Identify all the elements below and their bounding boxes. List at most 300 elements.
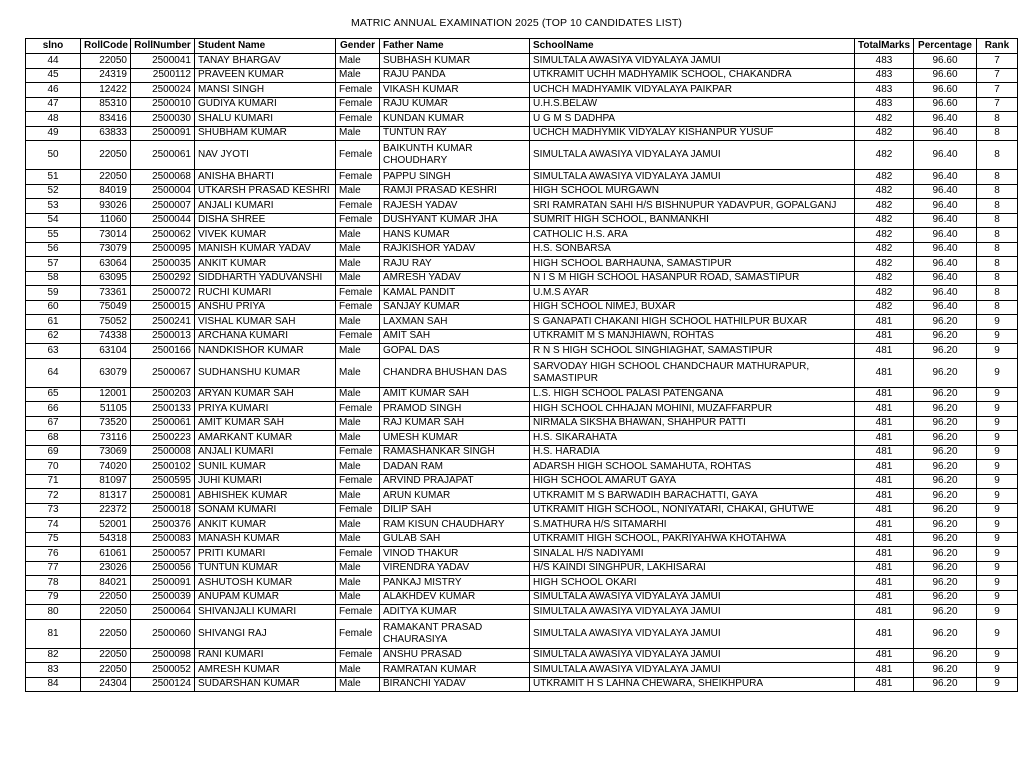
cell-total-marks: 482	[855, 228, 914, 243]
cell-school-name: CATHOLIC H.S. ARA	[530, 228, 855, 243]
cell-student-name: ANSHU PRIYA	[195, 300, 336, 315]
cell-rollcode: 22050	[81, 141, 131, 170]
cell-school-name: U.M.S AYAR	[530, 286, 855, 301]
cell-school-name: SARVODAY HIGH SCHOOL CHANDCHAUR MATHURAPUR, SAMASTIPUR	[530, 358, 855, 387]
table-row	[26, 97, 1018, 112]
cell-rank: 9	[977, 474, 1018, 489]
cell-rank: 9	[977, 329, 1018, 344]
cell-slno: 68	[26, 431, 81, 446]
cell-father-name: LAXMAN SAH	[380, 315, 530, 330]
cell-student-name: SIDDHARTH YADUVANSHI	[195, 271, 336, 286]
cell-student-name: ANJALI KUMARI	[195, 445, 336, 460]
cell-slno: 46	[26, 83, 81, 98]
cell-father-name: VIKASH KUMAR	[380, 83, 530, 98]
cell-slno: 80	[26, 605, 81, 620]
table-row	[26, 112, 1018, 127]
cell-rollnumber: 2500044	[131, 213, 195, 228]
cell-rollnumber: 2500292	[131, 271, 195, 286]
cell-student-name: JUHI KUMARI	[195, 474, 336, 489]
cell-total-marks: 481	[855, 358, 914, 387]
cell-gender: Female	[336, 112, 380, 127]
cell-rollcode: 22050	[81, 590, 131, 605]
cell-slno: 55	[26, 228, 81, 243]
cell-slno: 72	[26, 489, 81, 504]
table-row	[26, 416, 1018, 431]
cell-total-marks: 481	[855, 416, 914, 431]
cell-school-name: R N S HIGH SCHOOL SINGHIAGHAT, SAMASTIPUR	[530, 344, 855, 359]
cell-school-name: UTKRAMIT HIGH SCHOOL, PAKRIYAHWA KHOTAHWA	[530, 532, 855, 547]
cell-father-name: UMESH KUMAR	[380, 431, 530, 446]
cell-father-name: ARVIND PRAJAPAT	[380, 474, 530, 489]
cell-gender: Female	[336, 648, 380, 663]
cell-total-marks: 481	[855, 648, 914, 663]
cell-total-marks: 482	[855, 184, 914, 199]
cell-slno: 62	[26, 329, 81, 344]
cell-student-name: SHALU KUMARI	[195, 112, 336, 127]
cell-rollnumber: 2500057	[131, 547, 195, 562]
cell-gender: Female	[336, 619, 380, 648]
header-slno: slno	[26, 39, 81, 54]
table-row	[26, 445, 1018, 460]
cell-rollcode: 22050	[81, 663, 131, 678]
cell-gender: Male	[336, 532, 380, 547]
cell-rank: 7	[977, 68, 1018, 83]
cell-rollcode: 81317	[81, 489, 131, 504]
cell-school-name: SIMULTALA AWASIYA VIDYALAYA JAMUI	[530, 605, 855, 620]
table-row	[26, 344, 1018, 359]
cell-student-name: RANI KUMARI	[195, 648, 336, 663]
cell-slno: 44	[26, 54, 81, 69]
cell-rank: 8	[977, 141, 1018, 170]
cell-rollnumber: 2500018	[131, 503, 195, 518]
cell-percentage: 96.40	[914, 126, 977, 141]
cell-gender: Male	[336, 126, 380, 141]
cell-gender: Female	[336, 286, 380, 301]
header-gender: Gender	[336, 39, 380, 54]
cell-student-name: UTKARSH PRASAD KESHRI	[195, 184, 336, 199]
cell-slno: 74	[26, 518, 81, 533]
cell-gender: Male	[336, 242, 380, 257]
cell-gender: Female	[336, 503, 380, 518]
cell-father-name: DADAN RAM	[380, 460, 530, 475]
cell-school-name: SINALAL H/S NADIYAMI	[530, 547, 855, 562]
cell-total-marks: 483	[855, 54, 914, 69]
table-row	[26, 271, 1018, 286]
cell-father-name: KAMAL PANDIT	[380, 286, 530, 301]
cell-rank: 8	[977, 199, 1018, 214]
cell-rollcode: 74020	[81, 460, 131, 475]
cell-student-name: SHIVANJALI KUMARI	[195, 605, 336, 620]
cell-gender: Female	[336, 213, 380, 228]
table-row	[26, 141, 1018, 170]
cell-rank: 9	[977, 431, 1018, 446]
cell-student-name: ANKIT KUMAR	[195, 518, 336, 533]
cell-rollcode: 81097	[81, 474, 131, 489]
cell-father-name: RAMAKANT PRASAD CHAURASIYA	[380, 619, 530, 648]
cell-total-marks: 481	[855, 663, 914, 678]
cell-rollcode: 63064	[81, 257, 131, 272]
cell-slno: 51	[26, 170, 81, 185]
cell-rank: 8	[977, 271, 1018, 286]
cell-student-name: AMIT KUMAR SAH	[195, 416, 336, 431]
cell-slno: 60	[26, 300, 81, 315]
cell-student-name: ANJALI KUMARI	[195, 199, 336, 214]
cell-rollcode: 63079	[81, 358, 131, 387]
cell-student-name: SUDHANSHU KUMAR	[195, 358, 336, 387]
cell-rollnumber: 2500091	[131, 576, 195, 591]
cell-rollcode: 63104	[81, 344, 131, 359]
cell-father-name: RAJU PANDA	[380, 68, 530, 83]
cell-student-name: AMARKANT KUMAR	[195, 431, 336, 446]
cell-student-name: VIVEK KUMAR	[195, 228, 336, 243]
cell-father-name: RAM KISUN CHAUDHARY	[380, 518, 530, 533]
cell-total-marks: 482	[855, 257, 914, 272]
cell-father-name: VIRENDRA YADAV	[380, 561, 530, 576]
cell-father-name: KUNDAN KUMAR	[380, 112, 530, 127]
cell-rollnumber: 2500061	[131, 141, 195, 170]
cell-school-name: UCHCH MADHYAMIK VIDYALAYA PAIKPAR	[530, 83, 855, 98]
cell-rollnumber: 2500166	[131, 344, 195, 359]
cell-father-name: PANKAJ MISTRY	[380, 576, 530, 591]
cell-gender: Female	[336, 329, 380, 344]
cell-total-marks: 482	[855, 242, 914, 257]
cell-father-name: RAMRATAN KUMAR	[380, 663, 530, 678]
cell-total-marks: 481	[855, 402, 914, 417]
cell-rank: 8	[977, 257, 1018, 272]
cell-student-name: SUNIL KUMAR	[195, 460, 336, 475]
cell-total-marks: 481	[855, 329, 914, 344]
cell-rollnumber: 2500081	[131, 489, 195, 504]
cell-student-name: ABHISHEK KUMAR	[195, 489, 336, 504]
cell-rollcode: 23026	[81, 561, 131, 576]
cell-school-name: SIMULTALA AWASIYA VIDYALAYA JAMUI	[530, 619, 855, 648]
cell-father-name: RAJESH YADAV	[380, 199, 530, 214]
table-row	[26, 257, 1018, 272]
cell-slno: 81	[26, 619, 81, 648]
cell-total-marks: 481	[855, 445, 914, 460]
cell-rank: 9	[977, 518, 1018, 533]
cell-slno: 48	[26, 112, 81, 127]
cell-student-name: NANDKISHOR KUMAR	[195, 344, 336, 359]
candidates-table	[25, 38, 1018, 692]
cell-total-marks: 482	[855, 126, 914, 141]
cell-gender: Male	[336, 663, 380, 678]
cell-school-name: S GANAPATI CHAKANI HIGH SCHOOL HATHILPUR BUXAR	[530, 315, 855, 330]
cell-school-name: HIGH SCHOOL BARHAUNA, SAMASTIPUR	[530, 257, 855, 272]
cell-school-name: ADARSH HIGH SCHOOL SAMAHUTA, ROHTAS	[530, 460, 855, 475]
cell-rollcode: 11060	[81, 213, 131, 228]
document-title: MATRIC ANNUAL EXAMINATION 2025 (TOP 10 CANDIDATES LIST)	[351, 17, 682, 29]
cell-rank: 8	[977, 126, 1018, 141]
cell-student-name: DISHA SHREE	[195, 213, 336, 228]
header-rank: Rank	[977, 39, 1018, 54]
header-student-name: Student Name	[195, 39, 336, 54]
table-row	[26, 242, 1018, 257]
table-row	[26, 387, 1018, 402]
cell-school-name: H.S. SIKARAHATA	[530, 431, 855, 446]
cell-school-name: UTKRAMIT H S LAHNA CHEWARA, SHEIKHPURA	[530, 677, 855, 692]
cell-rollcode: 93026	[81, 199, 131, 214]
cell-percentage: 96.20	[914, 474, 977, 489]
cell-percentage: 96.40	[914, 112, 977, 127]
cell-slno: 78	[26, 576, 81, 591]
cell-slno: 73	[26, 503, 81, 518]
cell-slno: 52	[26, 184, 81, 199]
cell-rollnumber: 2500203	[131, 387, 195, 402]
table-row	[26, 315, 1018, 330]
cell-student-name: GUDIYA KUMARI	[195, 97, 336, 112]
table-row	[26, 184, 1018, 199]
cell-school-name: SUMRIT HIGH SCHOOL, BANMANKHI	[530, 213, 855, 228]
cell-rank: 9	[977, 590, 1018, 605]
cell-rollnumber: 2500024	[131, 83, 195, 98]
cell-percentage: 96.40	[914, 271, 977, 286]
cell-slno: 63	[26, 344, 81, 359]
cell-rollnumber: 2500064	[131, 605, 195, 620]
cell-rollnumber: 2500039	[131, 590, 195, 605]
cell-student-name: ANISHA BHARTI	[195, 170, 336, 185]
cell-rollcode: 74338	[81, 329, 131, 344]
cell-slno: 45	[26, 68, 81, 83]
cell-student-name: MANISH KUMAR YADAV	[195, 242, 336, 257]
cell-father-name: ADITYA KUMAR	[380, 605, 530, 620]
table-row	[26, 431, 1018, 446]
cell-total-marks: 482	[855, 199, 914, 214]
cell-total-marks: 481	[855, 474, 914, 489]
table-row	[26, 170, 1018, 185]
table-row	[26, 213, 1018, 228]
cell-rollcode: 75049	[81, 300, 131, 315]
cell-percentage: 96.40	[914, 141, 977, 170]
cell-rollcode: 12001	[81, 387, 131, 402]
cell-gender: Male	[336, 271, 380, 286]
cell-slno: 75	[26, 532, 81, 547]
table-row	[26, 126, 1018, 141]
cell-school-name: UTKRAMIT HIGH SCHOOL, NONIYATARI, CHAKAI, GHUTWE	[530, 503, 855, 518]
cell-percentage: 96.40	[914, 170, 977, 185]
cell-rank: 9	[977, 489, 1018, 504]
cell-slno: 69	[26, 445, 81, 460]
cell-percentage: 96.40	[914, 184, 977, 199]
cell-slno: 59	[26, 286, 81, 301]
cell-rollnumber: 2500068	[131, 170, 195, 185]
cell-gender: Female	[336, 445, 380, 460]
cell-father-name: GOPAL DAS	[380, 344, 530, 359]
cell-percentage: 96.20	[914, 561, 977, 576]
cell-rank: 8	[977, 170, 1018, 185]
cell-gender: Male	[336, 576, 380, 591]
cell-rank: 9	[977, 315, 1018, 330]
table-row	[26, 300, 1018, 315]
cell-student-name: ARCHANA KUMARI	[195, 329, 336, 344]
cell-total-marks: 481	[855, 561, 914, 576]
cell-student-name: VISHAL KUMAR SAH	[195, 315, 336, 330]
cell-gender: Male	[336, 677, 380, 692]
table-row	[26, 199, 1018, 214]
cell-rollcode: 63833	[81, 126, 131, 141]
cell-gender: Female	[336, 83, 380, 98]
cell-rollcode: 22050	[81, 605, 131, 620]
cell-percentage: 96.20	[914, 358, 977, 387]
cell-father-name: HANS KUMAR	[380, 228, 530, 243]
table-row	[26, 663, 1018, 678]
cell-gender: Female	[336, 402, 380, 417]
cell-total-marks: 482	[855, 141, 914, 170]
cell-total-marks: 481	[855, 315, 914, 330]
cell-rollcode: 63095	[81, 271, 131, 286]
table-row	[26, 83, 1018, 98]
cell-percentage: 96.20	[914, 329, 977, 344]
cell-rollnumber: 2500035	[131, 257, 195, 272]
cell-student-name: MANSI SINGH	[195, 83, 336, 98]
cell-rank: 9	[977, 344, 1018, 359]
table-row	[26, 460, 1018, 475]
cell-total-marks: 482	[855, 170, 914, 185]
cell-student-name: PRITI KUMARI	[195, 547, 336, 562]
cell-rollnumber: 2500133	[131, 402, 195, 417]
cell-rollnumber: 2500083	[131, 532, 195, 547]
cell-slno: 56	[26, 242, 81, 257]
cell-rank: 9	[977, 460, 1018, 475]
cell-school-name: UTKRAMIT M S MANJHIAWN, ROHTAS	[530, 329, 855, 344]
cell-rollcode: 84021	[81, 576, 131, 591]
cell-percentage: 96.20	[914, 663, 977, 678]
cell-percentage: 96.20	[914, 518, 977, 533]
cell-rollnumber: 2500056	[131, 561, 195, 576]
cell-student-name: SHIVANGI RAJ	[195, 619, 336, 648]
cell-total-marks: 482	[855, 286, 914, 301]
cell-percentage: 96.40	[914, 242, 977, 257]
table-row	[26, 503, 1018, 518]
cell-student-name: PRIYA KUMARI	[195, 402, 336, 417]
table-row	[26, 68, 1018, 83]
cell-school-name: HIGH SCHOOL NIMEJ, BUXAR	[530, 300, 855, 315]
cell-father-name: PRAMOD SINGH	[380, 402, 530, 417]
cell-student-name: SUDARSHAN KUMAR	[195, 677, 336, 692]
cell-rollcode: 73520	[81, 416, 131, 431]
cell-father-name: SUBHASH KUMAR	[380, 54, 530, 69]
cell-total-marks: 481	[855, 387, 914, 402]
cell-father-name: ALAKHDEV KUMAR	[380, 590, 530, 605]
cell-slno: 47	[26, 97, 81, 112]
cell-gender: Male	[336, 416, 380, 431]
cell-percentage: 96.60	[914, 97, 977, 112]
cell-percentage: 96.40	[914, 213, 977, 228]
cell-school-name: SIMULTALA AWASIYA VIDYALAYA JAMUI	[530, 648, 855, 663]
cell-rollnumber: 2500004	[131, 184, 195, 199]
cell-father-name: TUNTUN RAY	[380, 126, 530, 141]
cell-rollcode: 22050	[81, 54, 131, 69]
cell-gender: Female	[336, 474, 380, 489]
cell-slno: 65	[26, 387, 81, 402]
cell-rollcode: 22050	[81, 170, 131, 185]
cell-gender: Female	[336, 605, 380, 620]
cell-percentage: 96.20	[914, 445, 977, 460]
cell-school-name: L.S. HIGH SCHOOL PALASI PATENGANA	[530, 387, 855, 402]
cell-total-marks: 481	[855, 431, 914, 446]
cell-school-name: SIMULTALA AWASIYA VIDYALAYA JAMUI	[530, 141, 855, 170]
cell-rollnumber: 2500112	[131, 68, 195, 83]
cell-school-name: SIMULTALA AWASIYA VIDYALAYA JAMUI	[530, 590, 855, 605]
cell-gender: Male	[336, 460, 380, 475]
cell-slno: 79	[26, 590, 81, 605]
table-row	[26, 286, 1018, 301]
cell-gender: Male	[336, 387, 380, 402]
table-row	[26, 474, 1018, 489]
cell-rollnumber: 2500091	[131, 126, 195, 141]
cell-gender: Female	[336, 97, 380, 112]
cell-school-name: SIMULTALA AWASIYA VIDYALAYA JAMUI	[530, 170, 855, 185]
cell-father-name: VINOD THAKUR	[380, 547, 530, 562]
table-row	[26, 677, 1018, 692]
cell-total-marks: 482	[855, 112, 914, 127]
table-row	[26, 590, 1018, 605]
cell-rank: 7	[977, 54, 1018, 69]
cell-school-name: HIGH SCHOOL AMARUT GAYA	[530, 474, 855, 489]
cell-rollnumber: 2500010	[131, 97, 195, 112]
cell-father-name: SANJAY KUMAR	[380, 300, 530, 315]
cell-total-marks: 483	[855, 68, 914, 83]
cell-percentage: 96.40	[914, 228, 977, 243]
cell-father-name: RAJU RAY	[380, 257, 530, 272]
cell-father-name: RAJU KUMAR	[380, 97, 530, 112]
cell-rollnumber: 2500013	[131, 329, 195, 344]
cell-father-name: RAMASHANKAR SINGH	[380, 445, 530, 460]
cell-slno: 84	[26, 677, 81, 692]
header-percentage: Percentage	[914, 39, 977, 54]
cell-gender: Female	[336, 170, 380, 185]
cell-rollnumber: 2500041	[131, 54, 195, 69]
cell-rollcode: 73079	[81, 242, 131, 257]
table-row	[26, 561, 1018, 576]
cell-student-name: TUNTUN KUMAR	[195, 561, 336, 576]
table-row	[26, 576, 1018, 591]
cell-school-name: H.S. HARADIA	[530, 445, 855, 460]
cell-gender: Male	[336, 344, 380, 359]
cell-gender: Female	[336, 141, 380, 170]
cell-father-name: RAJKISHOR YADAV	[380, 242, 530, 257]
cell-rollnumber: 2500595	[131, 474, 195, 489]
cell-student-name: MANASH KUMAR	[195, 532, 336, 547]
cell-father-name: AMIT KUMAR SAH	[380, 387, 530, 402]
cell-father-name: DILIP SAH	[380, 503, 530, 518]
cell-rollnumber: 2500061	[131, 416, 195, 431]
cell-rollcode: 51105	[81, 402, 131, 417]
cell-rollnumber: 2500241	[131, 315, 195, 330]
cell-slno: 83	[26, 663, 81, 678]
cell-slno: 64	[26, 358, 81, 387]
cell-student-name: SHUBHAM KUMAR	[195, 126, 336, 141]
cell-rollcode: 84019	[81, 184, 131, 199]
cell-gender: Male	[336, 518, 380, 533]
cell-rollnumber: 2500098	[131, 648, 195, 663]
cell-rank: 9	[977, 402, 1018, 417]
cell-rollnumber: 2500062	[131, 228, 195, 243]
cell-rank: 9	[977, 503, 1018, 518]
cell-school-name: SRI RAMRATAN SAHI H/S BISHNUPUR YADAVPUR, GOPALGANJ	[530, 199, 855, 214]
cell-gender: Male	[336, 228, 380, 243]
cell-rollnumber: 2500007	[131, 199, 195, 214]
cell-percentage: 96.20	[914, 532, 977, 547]
cell-rollnumber: 2500102	[131, 460, 195, 475]
cell-rollnumber: 2500095	[131, 242, 195, 257]
cell-total-marks: 481	[855, 503, 914, 518]
cell-rank: 8	[977, 242, 1018, 257]
table-row	[26, 329, 1018, 344]
cell-rollnumber: 2500030	[131, 112, 195, 127]
cell-rollcode: 12422	[81, 83, 131, 98]
cell-rank: 9	[977, 576, 1018, 591]
